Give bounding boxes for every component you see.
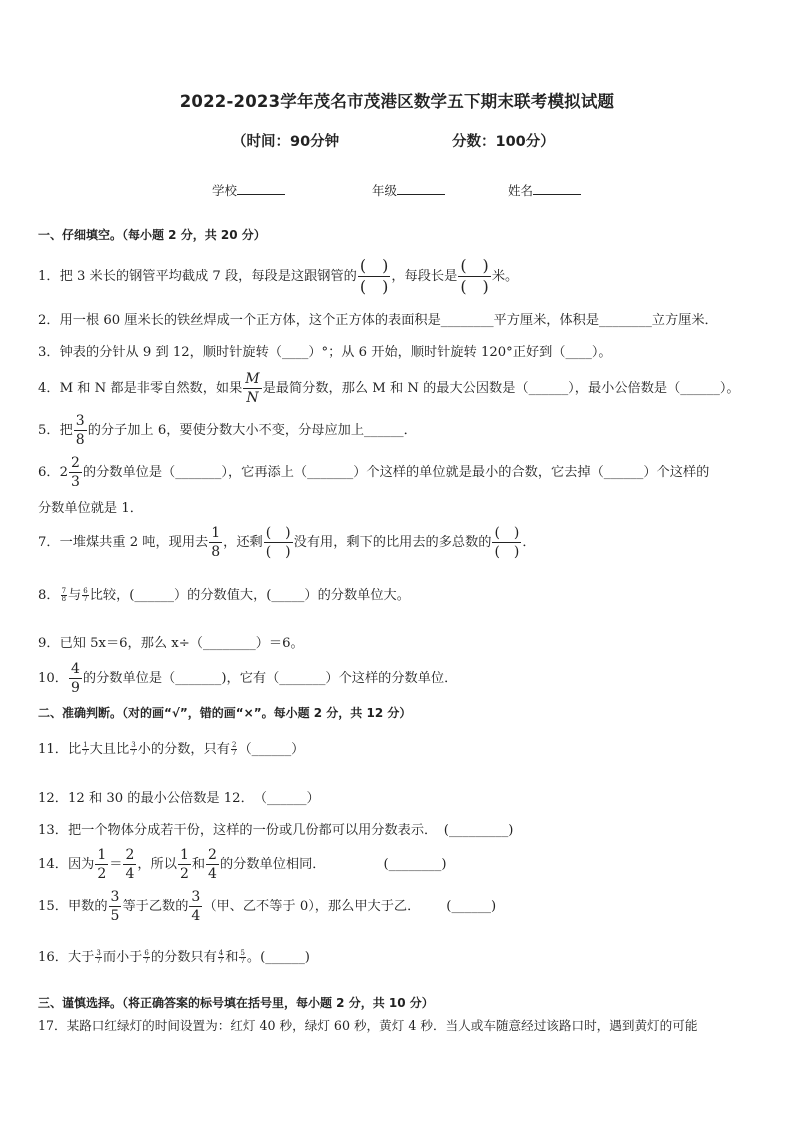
fraction-7-8: $\frac{7}{8}$ xyxy=(61,587,67,603)
question-7: 7．一堆煤共重 2 吨，现用去 $\frac{1}{8}$ ，还剩 $\frac{( )}{( )}$ 没有用，剩下的比用去的多总数的 $\frac{( )}{( )}$ ． xyxy=(38,525,536,560)
section-3-heading: 三、谨慎选择。（将正确答案的标号填在括号里，每小题 2 分，共 10 分） xyxy=(38,996,434,1010)
grade-field xyxy=(372,181,445,199)
fraction-3-8: $\frac{3}{8}$ xyxy=(75,413,85,448)
question-17: 17．某路口红绿灯的时间设置为：红灯 40 秒，绿灯 60 秒，黄灯 4 秒．当人或车随意经过该路口时，遇到黄灯的可能 xyxy=(38,1018,698,1033)
question-12: 12．12 和 30 的最小公倍数是 12． （______） xyxy=(38,791,320,806)
question-10: 10． $\frac{4}{9}$ 的分数单位是（_______)，它有（_______）个这样的分数单位． xyxy=(38,661,458,696)
question-16: 16．大于 $\frac{3}{7}$ 而小于 $\frac{6}{7}$ 的分数只有 $\frac{4}{7}$ 和 $\frac{5}{7}$ 。(______) xyxy=(38,949,310,965)
school-input[interactable] xyxy=(237,182,285,195)
question-6: 6．2 $\frac{2}{3}$ 的分数单位是（_______），它再添上（_______）个这样的单位就是最小的合数，它去掉（______）个这样的 xyxy=(38,455,710,490)
exam-title: 2022-2023学年茂名市茂港区数学五下期末联考模拟试题 xyxy=(179,92,615,111)
fraction-blank[interactable]: $\frac{( )}{( )}$ xyxy=(265,525,291,560)
section-2-heading: 二、准确判断。（对的画“√”，错的画“×”。每小题 2 分，共 12 分） xyxy=(38,706,412,720)
fraction-blank[interactable]: $\frac{( )}{( )}$ xyxy=(494,525,520,560)
name-field xyxy=(508,181,581,199)
fraction-blank[interactable]: $\frac{( )}{( )}$ xyxy=(359,256,389,296)
section-1-heading: 一、仔细填空。（每小题 2 分，共 20 分） xyxy=(38,228,266,242)
grade-input[interactable] xyxy=(397,182,445,195)
question-6-cont: 分数单位就是 1． xyxy=(38,501,143,516)
question-9: 9．已知 5x＝6，那么 x÷（________）＝6。 xyxy=(38,636,304,651)
school-field xyxy=(212,181,285,199)
question-13: 13．把一个物体分成若干份，这样的一份或几份都可以用分数表示． (_________) xyxy=(38,823,514,838)
name-label: 姓名 xyxy=(508,183,534,198)
question-4: 4．M 和 N 都是非零自然数，如果 $\frac{M}{N}$ 是最简分数，那么 M 和 N 的最大公因数是（______），最小公倍数是（______）。 xyxy=(38,371,740,406)
question-8: 8． $\frac{7}{8}$ 与 $\frac{6}{7}$ 比较，(______）的分数值大，(_____）的分数单位大。 xyxy=(38,587,410,603)
time-label: （时间：90分钟 xyxy=(232,134,340,150)
fraction-m-over-n: $\frac{M}{N}$ xyxy=(245,371,260,406)
fraction-6-7: $\frac{6}{7}$ xyxy=(83,587,88,603)
question-15: 15．甲数的 $\frac{3}{5}$ 等于乙数的 $\frac{3}{4}$ （甲、乙不等于 0），那么甲大于乙． (______) xyxy=(38,889,497,924)
fraction-blank[interactable]: $\frac{( )}{( )}$ xyxy=(460,256,489,296)
question-14: 14．因为 $\frac{1}{2}$ ＝ $\frac{2}{4}$ ，所以 $\frac{1}{2}$ 和 $\frac{2}{4}$ 的分数单位相同． (________) xyxy=(38,847,447,882)
question-3: 3．钟表的分针从 9 到 12，顺时针旋转（____）°；从 6 开始，顺时针旋转 120°正好到（____）。 xyxy=(38,345,612,360)
question-11: 11．比 $\frac{1}{7}$ 大且比 $\frac{3}{7}$ 小的分数，只有 $\frac{2}{7}$ （______） xyxy=(38,741,305,757)
name-input[interactable] xyxy=(533,182,581,195)
grade-label: 年级 xyxy=(372,183,398,198)
question-1: 1．把 3 米长的钢管平均截成 7 段，每段是这跟钢管的 $\frac{( )}{( )}$ ，每段长是 $\frac{( )}{( )}$ 米。 xyxy=(38,256,519,296)
question-5: 5．把 $\frac{3}{8}$ 的分子加上 6，要使分数大小不变，分母应加上______． xyxy=(38,413,417,448)
fraction-4-9: $\frac{4}{9}$ xyxy=(70,661,80,696)
fraction-1-8: $\frac{1}{8}$ xyxy=(211,525,221,560)
question-2: 2．用一根 60 厘米长的铁丝焊成一个正方体，这个正方体的表面积是________平方厘米，体积是________立方厘米． xyxy=(38,313,718,328)
fraction-2-3: $\frac{2}{3}$ xyxy=(70,455,80,490)
score-label: 分数：100分） xyxy=(452,134,555,150)
school-label: 学校 xyxy=(212,183,238,198)
